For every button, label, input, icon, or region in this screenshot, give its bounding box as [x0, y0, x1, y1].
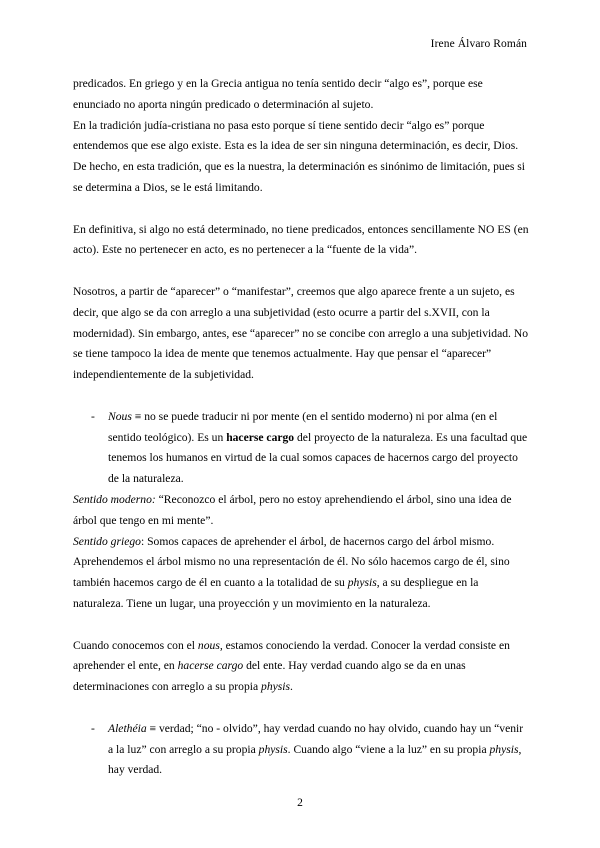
document-body [73, 74, 529, 781]
list-item-text: Alethéia ≡ verdad; “no - olvido”, hay verdad cuando no hay olvido, cuando hay un “venir a la luz” con arreglo a su propia physis. Cuando algo “viene a la luz” en su propia physis, hay verdad. [108, 721, 524, 777]
paragraph-sentido-moderno: Sentido moderno: “Reconozco el árbol, pero no estoy aprehendiendo el árbol, sino una idea de árbol que tengo en mi mente”. [73, 492, 512, 527]
term-aletheia: Alethéia [108, 721, 147, 735]
header-author: Irene Álvaro Román [430, 38, 527, 50]
list-item-nous [73, 407, 529, 490]
paragraph-sentido-griego: Sentido griego: Somos capaces de aprehender el árbol, de hacernos cargo del árbol mismo. Aprehendemos el árbol mismo no una representación de él. No sólo hacemos cargo de él, sino también hacemos cargo de él en cuanto a la totalidad de su physis, a su despliegue en la naturaleza. Tiene un lugar, una proyección y un movimiento en la naturaleza. [73, 534, 510, 610]
list-item-text: Nous ≡ no se puede traducir ni por mente (en el sentido moderno) ni por alma (en el sentido teológico). Es un hacerse cargo del proyecto de la naturaleza. Es una facultad que tenemos los humanos en virtud de la cual somos capaces de hacernos cargo del proyecto de la naturaleza. [108, 409, 528, 486]
paragraph-tradicion: En la tradición judía-cristiana no pasa esto porque sí tiene sentido decir “algo es” porque entendemos que ese algo existe. Esta es la idea de ser sin ninguna determinación, es decir, Dios. De hecho, en esta tradición, que es la nuestra, la determinación es sinónimo de limitación, pues si se determina a Dios, se le está limitando. [73, 118, 526, 194]
term-nous: Nous [108, 409, 132, 423]
bullet-dash: - [91, 721, 95, 735]
bullet-dash: - [91, 409, 95, 423]
paragraph-definitiva: En definitiva, si algo no está determinado, no tiene predicados, entonces sencillamente NO ES (en acto). Este no pertenecer en acto, es no pertenecer a la “fuente de la vida”. [73, 222, 529, 257]
label-sentido-moderno: Sentido moderno: [73, 492, 156, 506]
bold-hacerse-cargo: hacerse cargo [226, 430, 295, 444]
label-sentido-griego: Sentido griego [73, 534, 141, 548]
paragraph-conocer: Cuando conocemos con el nous, estamos conociendo la verdad. Conocer la verdad consiste en aprehender el ente, en hacerse cargo del ente. Hay verdad cuando algo se da en unas determinaciones con arreglo a su propia physis. [73, 638, 510, 694]
paragraph-predicados: predicados. En griego y en la Grecia antigua no tenía sentido decir “algo es”, porque ese enunciado no aporta ningún predicado o determinación al sujeto. [73, 77, 483, 111]
list-item-aletheia [73, 719, 529, 781]
page-number: 2 [297, 797, 303, 809]
paragraph-aparecer: Nosotros, a partir de “aparecer” o “manifestar”, creemos que algo aparece frente a un sujeto, es decir, que algo se da con arreglo a una subjetividad (esto ocurre a partir del s.XVII, con la modernidad). Sin embargo, antes, ese “aparecer” no se concibe con arreglo a una subjetividad. No se tiene tampoco la idea de mente que tenemos actualmente. Hay que pensar el “aparecer” independientemente de la subjetividad. [73, 284, 528, 382]
